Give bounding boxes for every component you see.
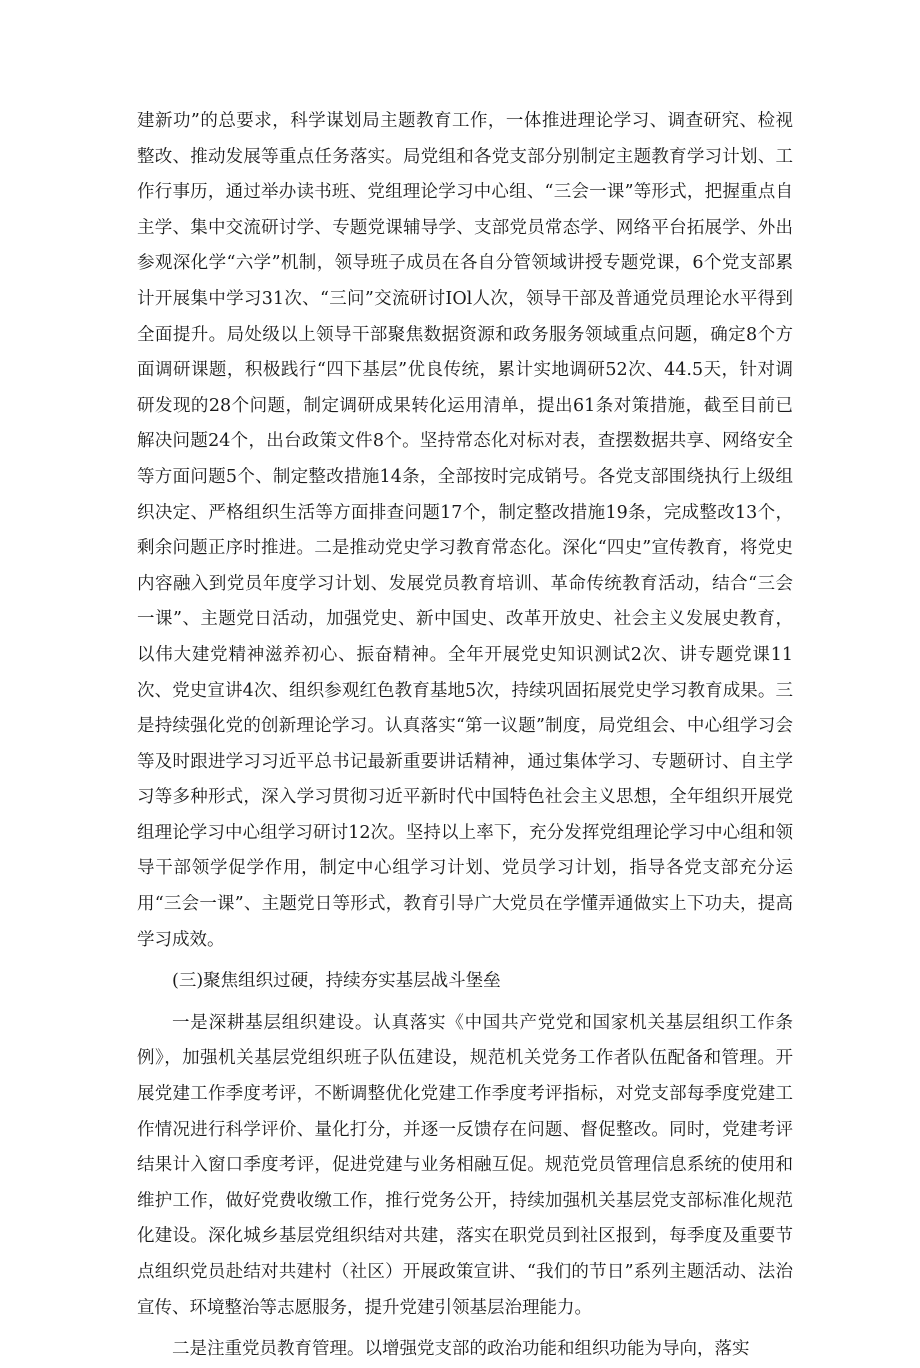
paragraph-3: 二是注重党员教育管理。以增强党支部的政治功能和组织功能为导向，落实 [172,1339,750,1360]
document-page [137,104,793,1368]
section-heading: (三)聚焦组织过硬，持续夯实基层战斗堡垒 [172,971,501,992]
paragraph-2: 一是深耕基层组织建设。认真落实《中国共产党党和国家机关基层组织工作条例》，加强机关基层党组织班子队伍建设，规范机关党务工作者队伍配备和管理。开展党建工作季度考评，不断调整优化党建工作季度考评指标，对党支部每季度党建工作情况进行科学评价、量化打分，并逐一反馈存在问题、督促整改。同时，党建考评结果计入窗口季度考评，促进党建与业务相融互促。规范党员管理信息系统的使用和维护工作，做好党费收缴工作，推行党务公开，持续加强机关基层党支部标准化规范化建设。深化城乡基层党组织结对共建，落实在职党员到社区报到，每季度及重要节点组织党员赴结对共建村（社区）开展政策宣讲、“我们的节日”系列主题活动、法治宣传、环境整治等志愿服务，提升党建引领基层治理能力。 [137,1012,793,1318]
paragraph-1: 建新功”的总要求，科学谋划局主题教育工作，一体推进理论学习、调查研究、检视整改、推动发展等重点任务落实。局党组和各党支部分别制定主题教育学习计划、工作行事历，通过举办读书班、党组理论学习中心组、“三会一课”等形式，把握重点自主学、集中交流研讨学、专题党课辅导学、支部党员常态学、网络平台拓展学、外出参观深化学“六学”机制，领导班子成员在各自分管领域讲授专题党课，6个党支部累计开展集中学习31次、“三问”交流研讨IOl人次，领导干部及普通党员理论水平得到全面提升。局处级以上领导干部聚焦数据资源和政务服务领域重点问题，确定8个方面调研课题，积极践行“四下基层”优良传统，累计实地调研52次、44.5天，针对调研发现的28个问题，制定调研成果转化运用清单，提出61条对策措施，截至目前已解决问题24个，出台政策文件8个。坚持常态化对标对表，查摆数据共享、网络安全等方面问题5个、制定整改措施14条，全部按时完成销号。各党支部围绕执行上级组织决定、严格组织生活等方面排查问题17个，制定整改措施19条，完成整改13个，剩余问题正序时推进。二是推动党史学习教育常态化。深化“四史”宣传教育，将党史内容融入到党员年度学习计划、发展党员教育培训、革命传统教育活动，结合“三会一课”、主题党日活动，加强党史、新中国史、改革开放史、社会主义发展史教育，以伟大建党精神滋养初心、振奋精神。全年开展党史知识测试2次、讲专题党课11次、党史宣讲4次、组织参观红色教育基地5次，持续巩固拓展党史学习教育成果。三是持续强化党的创新理论学习。认真落实“第一议题”制度，局党组会、中心组学习会等及时跟进学习习近平总书记最新重要讲话精神，通过集体学习、专题研讨、自主学习等多种形式，深入学习贯彻习近平新时代中国特色社会主义思想，全年组织开展党组理论学习中心组学习研讨12次。坚持以上率下，充分发挥党组理论学习中心组和领导干部领学促学作用，制定中心组学习计划、党员学习计划，指导各党支部充分运用“三会一课”、主题党日等形式，教育引导广大党员在学懂弄通做实上下功夫，提高学习成效。 [137,111,793,950]
